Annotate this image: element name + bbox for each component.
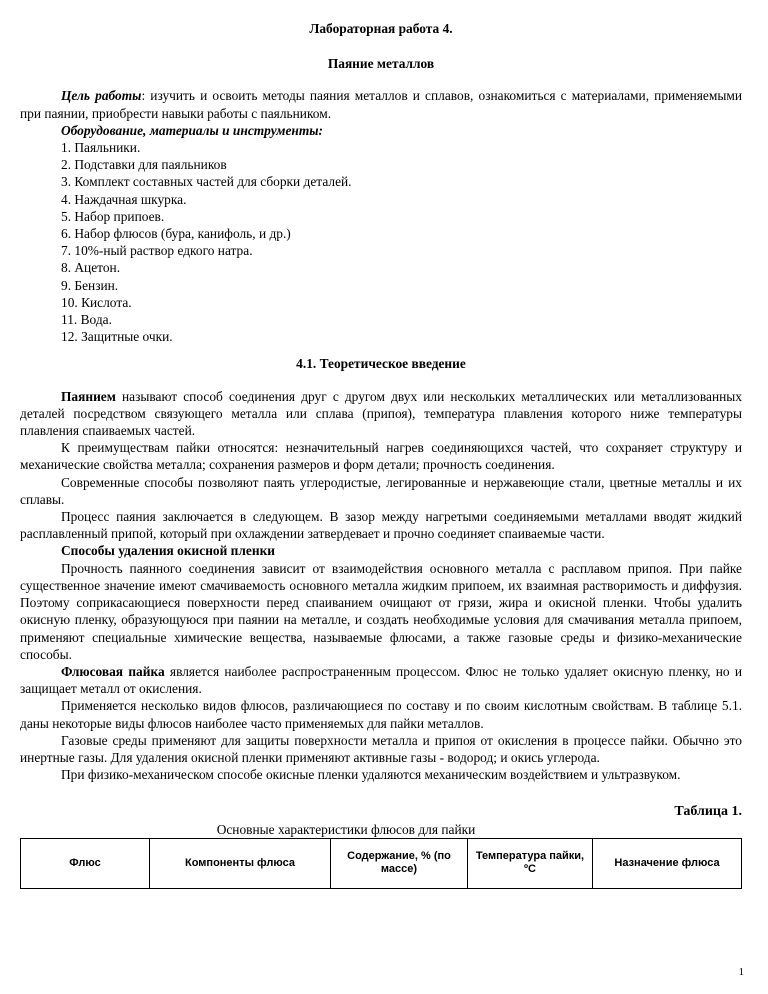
table-label: Таблица 1. bbox=[674, 804, 742, 820]
list-item: 4. Наждачная шкурка. bbox=[61, 191, 187, 207]
flux-soldering-text: является наиболее распространенным процессом. Флюс не только удаляет окисную пленку, но и защищает металл от окисления. bbox=[20, 663, 742, 697]
definition-text: называют способ соединения друг с другом двух или нескольких металлических или металлизованных деталей посредством связующего металла или сплава (припоя), температура плавления которого ниже температуры плавления спаиваемых частей. bbox=[20, 388, 742, 439]
goal-label: Цель работы bbox=[61, 88, 142, 104]
list-item: 3. Комплект составных частей для сборки деталей. bbox=[61, 174, 352, 190]
equipment-heading: Оборудование, материалы и инструменты: bbox=[61, 122, 324, 138]
paragraph-advantages: К преимуществам пайки относятся: незначительный нагрев соединяющихся частей, что сохраняет структуру и механические свойства металла; сохранения размеров и форм детали; прочность соединения. bbox=[20, 440, 742, 473]
subheading-oxide-removal: Способы удаления окисной пленки bbox=[61, 543, 275, 559]
goal-paragraph bbox=[20, 87, 742, 121]
page-number: 1 bbox=[738, 966, 744, 978]
list-item: 2. Подставки для паяльников bbox=[61, 157, 227, 173]
table-caption: Основные характеристики флюсов для пайки bbox=[216, 821, 476, 837]
table-header-row bbox=[21, 838, 742, 888]
column-header: Температура пайки, ºС bbox=[468, 838, 593, 888]
paragraph-modern-methods: Современные способы позволяют паять углеродистые, легированные и нержавеющие стали, цветные металлы и их сплавы. bbox=[20, 474, 742, 507]
paragraph-strength: Прочность паянного соединения зависит от взаимодействия основного металла с расплавом припоя. При пайке существенное значение имеют смачиваемость основного металла жидким припоем, их взаимная растворимость и диффузия. Поэтому соприкасающиеся поверхности перед спаиванием очищают от грязи, жира и окисной пленки. Чтобы удалить окисную пленку, образующуюся при паянии на металле, и создать необходимые условия для смачивания металла припоем, применяют специальные химические вещества, называемые флюсами, а также газовые среды и физико-механические способы. bbox=[20, 560, 742, 662]
list-item: 9. Бензин. bbox=[61, 277, 119, 293]
goal-text: : изучить и освоить методы паяния металлов и сплавов, ознакомиться с материалами, применяемыми при паянии, приобрести навыки работы с паяльником. bbox=[20, 88, 742, 121]
paragraph-mechanical: При физико-механическом способе окисные пленки удаляются механическим воздействием и ультразвуком. bbox=[61, 767, 681, 783]
list-item: 11. Вода. bbox=[61, 312, 112, 328]
lab-title: Лабораторная работа 4. bbox=[309, 21, 453, 36]
column-header: Назначение флюса bbox=[593, 838, 742, 888]
flux-table bbox=[20, 838, 742, 889]
document-content bbox=[20, 20, 742, 889]
paragraph-process: Процесс паяния заключается в следующем. В зазор между нагретыми соединяемыми металлами вводят жидкий расплавленный припой, который при охлаждении затвердевает и прочно соединяет спаиваемые части. bbox=[20, 509, 742, 542]
list-item: 5. Набор припоев. bbox=[61, 208, 165, 224]
paragraph-flux-soldering bbox=[20, 663, 742, 697]
list-item: 8. Ацетон. bbox=[61, 260, 121, 276]
list-item: 12. Защитные очки. bbox=[61, 329, 173, 345]
list-item: 7. 10%-ный раствор едкого натра. bbox=[61, 243, 253, 259]
section-heading: 4.1. Теоретическое введение bbox=[296, 356, 466, 372]
paragraph-flux-types: Применяется несколько видов флюсов, различающиеся по составу и по своим кислотным свойствам. В таблице 5.1. даны некоторые виды флюсов наиболее часто применяемых для пайки металлов. bbox=[20, 698, 742, 731]
list-item: 1. Паяльники. bbox=[61, 140, 141, 156]
lab-subtitle: Паяние металлов bbox=[327, 56, 435, 72]
column-header: Компоненты флюса bbox=[150, 838, 331, 888]
list-item: 6. Набор флюсов (бура, канифоль, и др.) bbox=[61, 226, 291, 242]
list-item: 10. Кислота. bbox=[61, 294, 132, 310]
term-soldering: Паянием bbox=[61, 388, 116, 404]
column-header: Флюс bbox=[21, 838, 150, 888]
column-header: Содержание, % (по массе) bbox=[331, 838, 468, 888]
paragraph-definition bbox=[20, 388, 742, 440]
term-flux-soldering: Флюсовая пайка bbox=[61, 663, 165, 679]
equipment-list bbox=[20, 139, 742, 345]
paragraph-gas-media: Газовые среды применяют для защиты поверхности металла и припоя от окисления в процессе пайки. Обычно это инертные газы. Для удаления окисной пленки применяют активные газы - водород; и окись углерода. bbox=[20, 732, 742, 765]
